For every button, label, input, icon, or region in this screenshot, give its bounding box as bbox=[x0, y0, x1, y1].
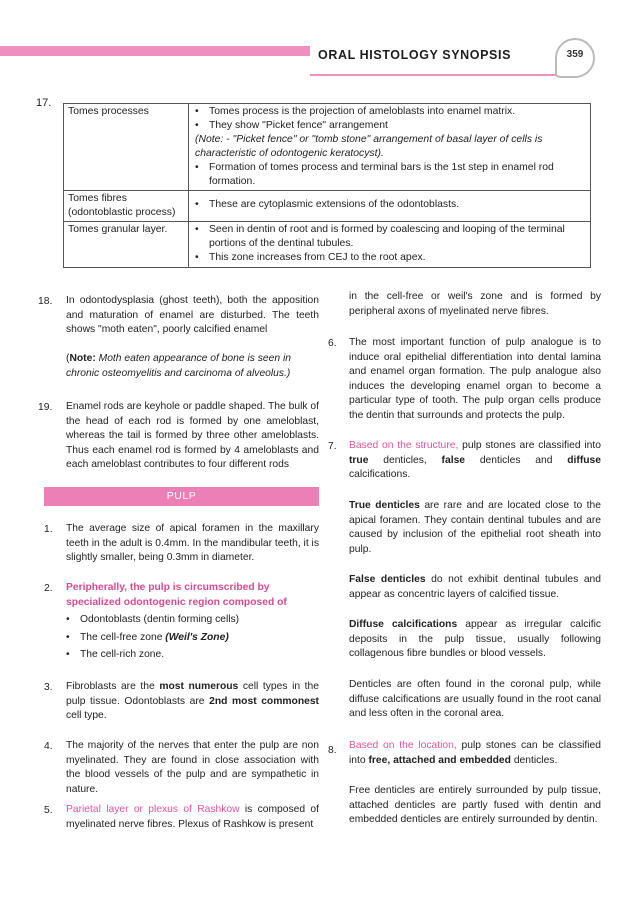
highlighted-phrase: Based on the structure, bbox=[349, 440, 459, 451]
item-number: 3. bbox=[44, 682, 53, 693]
table-note: (Note: - "Picket fence" or "tomb stone" arrangement of basal layer of cells is characteristic of odontogenic keratocyst). bbox=[195, 134, 543, 160]
denticles-types-paragraph: Free denticles are entirely surrounded by pulp tissue, attached denticles are partly fused with dentin and embedded denticles are entirely surrounded by dentin. bbox=[349, 785, 601, 826]
table-cell-content: • These are cytoplasmic extensions of the odontoblasts. bbox=[189, 191, 591, 222]
emphasis: 2nd most commonest bbox=[209, 695, 319, 707]
text-run: appear as irregular calcific deposits in the pulp tissue, usually following collagenous fibre bundles or blood vessels. bbox=[349, 619, 602, 660]
text-run: are rare and are located close to the apical foramen. They contain dentinal tubules and are caused by inclusion of the epithelial root sheath into pulp. bbox=[349, 500, 601, 555]
denticles-location-paragraph: Denticles are often found in the coronal pulp, while diffuse calcifications are usually found in the root canal and less often in the coronal area. bbox=[349, 679, 601, 720]
table-row bbox=[64, 104, 591, 191]
pulp-item-3-text bbox=[66, 680, 319, 724]
table-point: This zone increases from CEJ to the root apex. bbox=[209, 252, 426, 264]
true-denticles-paragraph bbox=[349, 499, 601, 557]
note-label: Note: bbox=[69, 353, 96, 364]
text-run: calcifications. bbox=[349, 469, 411, 481]
item-number: 1. bbox=[44, 524, 53, 535]
pulp-item-6-text: The most important function of pulp analogue is to induce oral epithelial differentiation into dental lamina and enamel organ formation. The pulp analogue also induces the developing enamel organ to become a particular type of tooth. The pulp organ cells produce the dentin that surrounds and protects the pulp. bbox=[349, 337, 601, 422]
table-point: Tomes process is the projection of ameloblasts into enamel matrix. bbox=[209, 106, 516, 117]
text-run: denticles. bbox=[510, 754, 558, 766]
item-number: 5. bbox=[44, 805, 53, 816]
item-18-note: (Note: Moth eaten appearance of bone is seen in chronic osteomyelitis and carcinoma of alveolus.) bbox=[66, 353, 291, 379]
pulp-item-2: Peripherally, the pulp is circumscribed by specialized odontogenic region composed of • Odontoblasts (dentin forming cells) • The cell-free zone (Weil's Zone) • The cell-rich zone. bbox=[66, 581, 319, 663]
pulp-item-8-text bbox=[349, 739, 601, 768]
false-denticles-paragraph bbox=[349, 573, 601, 602]
table-row bbox=[64, 191, 591, 222]
table-cell-label: Tomes fibres (odontoblastic process) bbox=[64, 191, 189, 222]
table-point: Seen in dentin of root and is formed by coalescing and looping of the terminal portions of the dentinal tubules. bbox=[209, 224, 565, 250]
pulp-item-5-continued: in the cell-free or weil's zone and is formed by peripheral axons of myelinated nerve fibres. bbox=[349, 291, 601, 317]
weils-zone-label: (Weil's Zone) bbox=[165, 631, 229, 643]
emphasis: Diffuse calcifications bbox=[349, 619, 458, 630]
table-point: Formation of tomes process and terminal bars is the 1st step in enamel rod formation. bbox=[209, 162, 554, 188]
item-number: 17. bbox=[36, 97, 52, 109]
text-run: pulp stones can be classified into bbox=[349, 740, 601, 766]
item-number: 18. bbox=[38, 296, 53, 307]
item-number: 6. bbox=[328, 338, 337, 349]
tomes-table bbox=[63, 103, 591, 268]
text-run: cell types in the pulp tissue. Odontoblasts are bbox=[66, 681, 319, 707]
pulp-item-2-text: Peripherally, the pulp is circumscribed by specialized odontogenic region composed of bbox=[66, 582, 287, 608]
item-18-text: In odontodysplasia (ghost teeth), both the apposition and maturation of enamel are disturbed. The teeth shows "moth eaten", poorly calcified enamel bbox=[66, 295, 319, 336]
page-header-title: ORAL HISTOLOGY SYNOPSIS bbox=[318, 48, 512, 62]
pulp-item-5-text bbox=[66, 803, 319, 832]
table-cell-content: • Seen in dentin of root and is formed by coalescing and looping of the terminal portions of the dentinal tubules. • This zone increases from CEJ to the root apex. bbox=[189, 222, 591, 267]
text-run: is composed of myelinated nerve fibres. Plexus of Rashkow is present bbox=[66, 804, 319, 830]
pulp-section-heading: PULP bbox=[44, 487, 319, 506]
item-number: 8. bbox=[328, 745, 337, 756]
item-number: 19. bbox=[38, 402, 53, 413]
table-point: These are cytoplasmic extensions of the odontoblasts. bbox=[209, 199, 460, 211]
table-cell-label: Tomes processes bbox=[64, 104, 189, 191]
emphasis: false bbox=[441, 454, 466, 466]
emphasis: True denticles bbox=[349, 500, 420, 511]
text-run: cell type. bbox=[66, 710, 107, 722]
page-number: 359 bbox=[555, 38, 595, 78]
item-number: 4. bbox=[44, 741, 53, 752]
emphasis: diffuse bbox=[567, 454, 601, 466]
note-text: Moth eaten appearance of bone is seen in chronic osteomyelitis and carcinoma of alveolus.) bbox=[66, 353, 291, 379]
table-cell-label: Tomes granular layer. bbox=[64, 222, 189, 267]
item-number: 7. bbox=[328, 441, 337, 452]
list-item: Odontoblasts (dentin forming cells) bbox=[80, 614, 240, 626]
emphasis: free, attached and embedded bbox=[368, 754, 511, 766]
pulp-item-4-text: The majority of the nerves that enter the pulp are non myelinated. They are found in close association with the blood vessels of the pulp and are sympathetic in nature. bbox=[66, 740, 319, 795]
table-point: They show "Picket fence" arrangement bbox=[209, 120, 388, 132]
table-cell-content: • Tomes process is the projection of ameloblasts into enamel matrix. • They show "Picket fence" arrangement (Note: - "Picket fence" or "tomb stone" arrangement of basal layer of cells is characteristic of odontogenic keratocyst). • Formation of tomes process and terminal bars is the 1st step in enamel rod formation. bbox=[189, 104, 591, 191]
highlighted-phrase: Parietal layer or plexus of Rashkow bbox=[66, 804, 240, 815]
pulp-item-1-text: The average size of apical foramen in the maxillary teeth in the adult is 0.4mm. In the mandibular teeth, it is slightly smaller, being 0.3mm in diameter. bbox=[66, 523, 319, 564]
text-run: do not exhibit dentinal tubules and appear as concentric layers of calcified tissue. bbox=[349, 574, 601, 600]
highlighted-phrase: Based on the location, bbox=[349, 740, 457, 751]
text-run: denticles, bbox=[368, 454, 442, 466]
emphasis: true bbox=[349, 454, 369, 466]
emphasis: most numerous bbox=[159, 681, 239, 692]
text-run: pulp stones are classified into bbox=[458, 440, 601, 451]
text-run: Fibroblasts are the bbox=[66, 681, 160, 692]
list-item: The cell-free zone bbox=[80, 631, 166, 643]
table-row bbox=[64, 222, 591, 267]
pulp-item-7-text bbox=[349, 439, 601, 483]
emphasis: False denticles bbox=[349, 574, 426, 585]
item-19-text: Enamel rods are keyhole or paddle shaped. The bulk of the head of each rod is formed by one ameloblast, whereas the tail is formed by three other ameloblasts. Thus each enamel rod is formed by 4 ameloblasts and each ameloblast contributes to four different rods bbox=[66, 401, 319, 471]
text-run: denticles and bbox=[465, 454, 568, 466]
item-number: 2. bbox=[44, 583, 53, 594]
diffuse-calcifications-paragraph bbox=[349, 618, 601, 662]
list-item: The cell-rich zone. bbox=[80, 649, 165, 661]
